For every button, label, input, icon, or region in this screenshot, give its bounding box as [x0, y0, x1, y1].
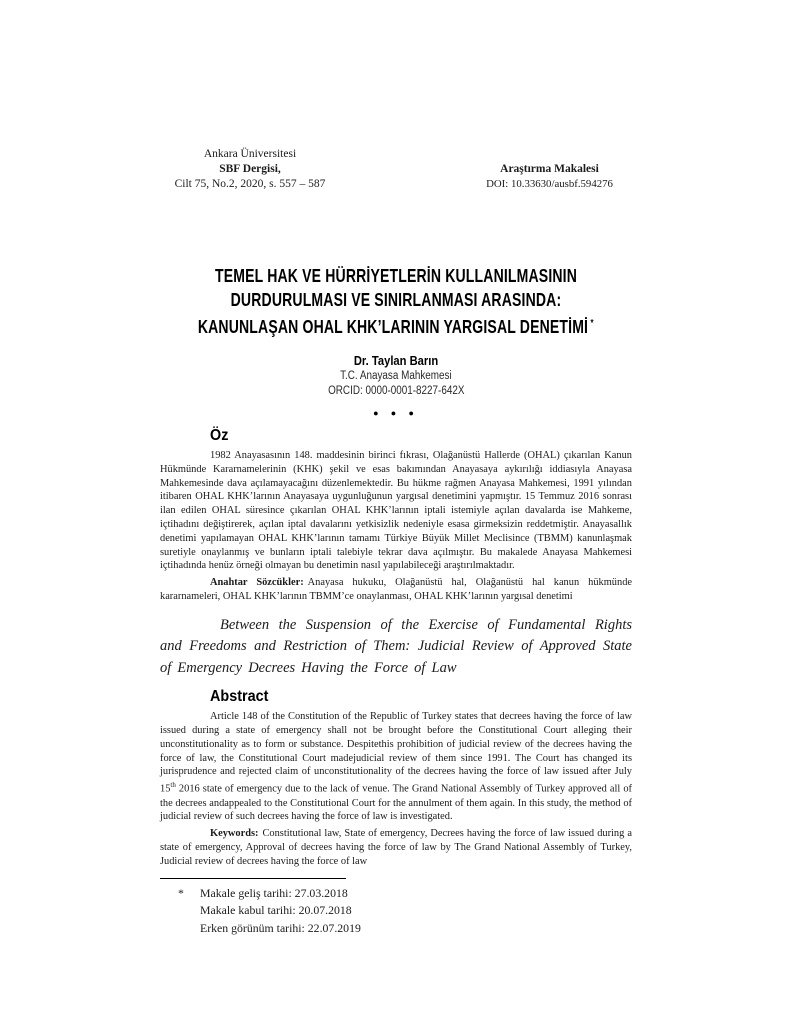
footnote-mark: *	[178, 885, 184, 900]
article-title	[160, 264, 632, 339]
footnote-text	[200, 885, 361, 938]
abstract-heading: Abstract	[210, 688, 269, 706]
footnote-block	[160, 878, 632, 938]
oz-heading: Öz	[210, 427, 229, 444]
english-title: Between the Suspension of the Exercise of Fundamental Rights and Freedoms and Restriction of Them: Judicial Review of Approved State of Emergency Decrees Having the Force of Law	[160, 616, 632, 676]
author-name: Dr. Taylan Barın	[353, 353, 439, 368]
abstract-text-part1: Article 148 of the Constitution of the Republic of Turkey states that decrees having the force of law issued during a state of emergency shall not be brought before the Constitutional Court alleging their unconstitutionality as to form or substance. Despitethis prohibition of judicial review of the decrees having the force of law, the Constitutional Court madejudicial review of them since 1991. The Court has changed its jurisprudence and rejected claim of unconstitutionality of the decrees having the force of law issued after July 15	[160, 711, 632, 795]
footnote-line-received: Makale geliş tarihi: 27.03.2018	[200, 885, 348, 900]
abstract-paragraph	[160, 710, 632, 824]
footnote-separator-line	[160, 878, 346, 879]
keywords-paragraph	[160, 827, 632, 868]
footnote-line-accepted: Makale kabul tarihi: 20.07.2018	[200, 903, 352, 917]
article-doi: DOI: 10.33630/ausbf.594276	[486, 178, 613, 190]
title-line-2	[160, 288, 632, 312]
title-line-3	[160, 312, 632, 339]
author-block	[160, 352, 632, 399]
article-type-block	[467, 147, 632, 192]
title-footnote-mark: *	[590, 318, 594, 329]
footnote-row	[160, 885, 632, 938]
journal-info-block	[160, 147, 340, 192]
footnote-line-early-view: Erken görünüm tarihi: 22.07.2019	[200, 920, 361, 935]
title-line-1	[160, 264, 632, 288]
author-affiliation: T.C. Anayasa Mahkemesi	[340, 370, 452, 382]
anahtar-sozcukler-text: Anayasa hukuku, Olağanüstü hal, Olağanüstü hal kanun hükmünde kararnameleri, OHAL KHK’larının TBMM’ce onaylanması, OHAL KHK’larının yargısal denetimi	[160, 577, 633, 602]
author-orcid: ORCID: 0000-0001-8227-642X	[327, 385, 465, 397]
journal-header	[160, 147, 632, 192]
oz-paragraph: 1982 Anayasasının 148. maddesinin birinci fıkrası, Olağanüstü Hallerde (OHAL) çıkarılan Kanun Hükmünde Kararnamelerinin (KHK) şekil ve esas bakımından Anayasaya aykırılığı iddiasıyla Anayasa Mahkemesinde dava açılamayacağını düzenlemektedir. Bu hükme rağmen Anayasa Mahkemesi, 1991 yılından itibaren OHAL KHK’larının Anayasaya uygunluğunun yargısal denetimini yapmıştır. 15 Temmuz 2016 sonrası ilan edilen OHAL süresince çıkarılan OHAL KHK’larının iptali istemiyle açılan davalarda ise Mahkeme, içtihadını değiştirerek, açılan iptal davalarını yetkisizlik nedeniyle esasa girmeksizin reddetmiştir. Anayasallık denetimi yapılamayan OHAL KHK’larının tamamı Türkiye Büyük Millet Meclisince (TBMM) kanunlaşmak suretiyle onaylanmış ve bunların iptali talebiyle tekrar dava açılmıştır. Bu makalede Anayasa Mahkemesi içtihadında henüz örneği olmayan bu denetimin nasıl yapılabileceği araştırılmaktadır.	[160, 450, 632, 572]
section-separator-dots: ● ● ●	[373, 408, 419, 418]
title-text: TEMEL HAK VE HÜRRİYETLERİN KULLANILMASININ	[215, 266, 577, 286]
journal-name: SBF Dergisi,	[219, 163, 281, 175]
anahtar-sozcukler-paragraph	[160, 576, 632, 604]
keywords-text: Constitutional law, State of emergency, Decrees having the force of law issued during a state of emergency, Approval of decrees having the force of law by The Grand National Assembly of Turkey, Judicial review of decrees having the force of law	[160, 828, 632, 867]
journal-issue: Cilt 75, No.2, 2020, s. 557 – 587	[174, 178, 326, 190]
title-text: KANUNLAŞAN OHAL KHK’LARININ YARGISAL DENETİMİ	[198, 317, 589, 337]
article-type: Araştırma Makalesi	[500, 163, 599, 175]
title-text: DURDURULMASI VE SINIRLANMASI ARASINDA:	[230, 290, 562, 310]
keywords-label: Keywords:	[210, 828, 259, 840]
abstract-text-part2: 2016 state of emergency due to the lack of venue. The Grand National Assembly of Turkey approved all of the decrees andappealed to the Constitutional Court for the annulment of them again. In this study, the method of judicial review of such decrees having the force of law is investigated.	[160, 783, 632, 823]
journal-university: Ankara Üniversitesi	[203, 148, 297, 160]
abstract-superscript: th	[170, 781, 176, 790]
anahtar-sozcukler-label: Anahtar Sözcükler:	[210, 577, 304, 589]
page-content	[160, 0, 632, 937]
